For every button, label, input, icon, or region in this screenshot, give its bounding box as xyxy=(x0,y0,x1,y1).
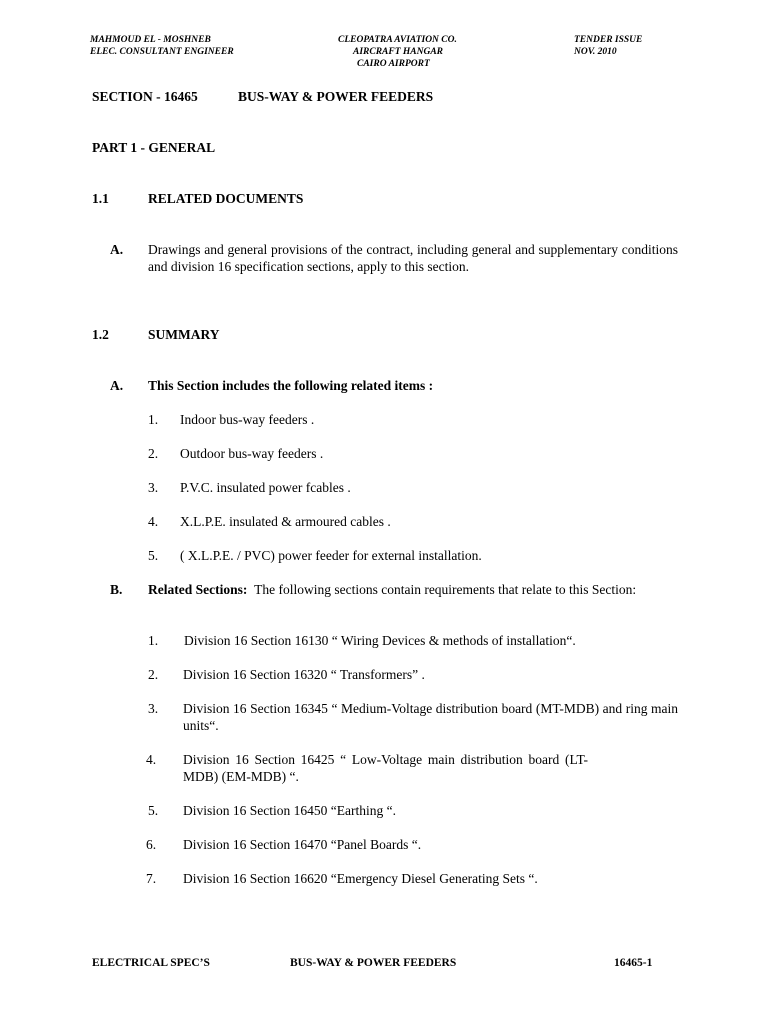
header-date: NOV. 2010 xyxy=(574,47,617,57)
list-item xyxy=(148,666,425,683)
list-item-text: Division 16 Section 16130 “ Wiring Devices & methods of installation“. xyxy=(184,633,576,648)
list-item xyxy=(148,411,314,428)
heading-1-1-title: RELATED DOCUMENTS xyxy=(148,191,304,206)
item-b-label: B. xyxy=(110,582,123,597)
list-item xyxy=(148,479,351,496)
related-sections-text: The following sections contain requirements that relate to this Section: xyxy=(254,582,637,597)
item-a-label: A. xyxy=(110,378,124,393)
related-sections-label: Related Sections: xyxy=(148,582,248,597)
list-item-number: 1. xyxy=(148,633,159,648)
part-title: PART 1 - GENERAL xyxy=(92,140,216,155)
list-item-text: Division 16 Section 16320 “ Transformers” . xyxy=(183,667,425,682)
header-project: AIRCRAFT HANGAR xyxy=(353,47,444,57)
heading-1-2-title: SUMMARY xyxy=(148,327,220,342)
header-client: CLEOPATRA AVIATION CO. xyxy=(338,35,457,45)
list-item xyxy=(148,547,482,564)
header-author-role: ELEC. CONSULTANT ENGINEER xyxy=(90,47,234,57)
list-item xyxy=(148,802,396,819)
header-location: CAIRO AIRPORT xyxy=(357,59,430,69)
list-item xyxy=(146,836,421,853)
list-item-number: 2. xyxy=(148,446,159,461)
list-item xyxy=(148,513,391,530)
related-documents-paragraph: Drawings and general provisions of the contract, including general and supplementary conditions and division 16 specification sections, apply to this section. xyxy=(148,242,678,274)
header-author: MAHMOUD EL - MOSHNEB xyxy=(90,35,211,45)
heading-1-2-number: 1.2 xyxy=(92,327,109,342)
list-item-number: 4. xyxy=(148,514,159,529)
list-item-text: Division 16 Section 16450 “Earthing “. xyxy=(183,803,396,818)
list-item-number: 6. xyxy=(146,837,157,852)
list-item-number: 3. xyxy=(148,480,159,495)
list-item-text: ( X.L.P.E. / PVC) power feeder for external installation. xyxy=(180,548,482,563)
section-number: SECTION - 16465 xyxy=(92,89,198,104)
list-item-text: Division 16 Section 16425 “ Low-Voltage main distribution board (LT-MDB) (EM-MDB) “. xyxy=(183,752,588,784)
list-item xyxy=(148,632,576,649)
list-item-text: X.L.P.E. insulated & armoured cables . xyxy=(180,514,391,529)
list-item xyxy=(146,870,538,887)
list-item-text: Division 16 Section 16345 “ Medium-Voltage distribution board (MT-MDB) and ring main units“. xyxy=(183,701,678,733)
item-a-label: A. xyxy=(110,242,124,257)
list-item-number: 3. xyxy=(148,701,159,716)
list-item-number: 1. xyxy=(148,412,159,427)
header-right xyxy=(574,34,642,58)
section-name: BUS-WAY & POWER FEEDERS xyxy=(238,89,434,104)
list-item-number: 5. xyxy=(148,803,159,818)
list-item-text: Outdoor bus-way feeders . xyxy=(180,446,324,461)
list-item-text: Indoor bus-way feeders . xyxy=(180,412,315,427)
list-item-number: 4. xyxy=(146,752,157,767)
list-item-text: Division 16 Section 16470 “Panel Boards “. xyxy=(183,837,422,852)
related-sections-paragraph xyxy=(148,581,678,598)
list-item-number: 5. xyxy=(148,548,159,563)
list-item-number: 7. xyxy=(146,871,157,886)
list-item-text: P.V.C. insulated power fcables . xyxy=(180,480,351,495)
header-center xyxy=(338,34,457,70)
header-left xyxy=(90,34,234,58)
summary-intro: This Section includes the following related items : xyxy=(148,378,434,393)
list-item-number: 2. xyxy=(148,667,159,682)
list-item-text: Division 16 Section 16620 “Emergency Diesel Generating Sets “. xyxy=(183,871,538,886)
footer-page-number: 16465-1 xyxy=(614,957,653,969)
heading-1-1-number: 1.1 xyxy=(92,191,109,206)
footer-left: ELECTRICAL SPEC’S xyxy=(92,957,210,969)
list-item xyxy=(148,445,323,462)
footer-center: BUS-WAY & POWER FEEDERS xyxy=(290,957,457,969)
header-issue: TENDER ISSUE xyxy=(574,35,643,45)
